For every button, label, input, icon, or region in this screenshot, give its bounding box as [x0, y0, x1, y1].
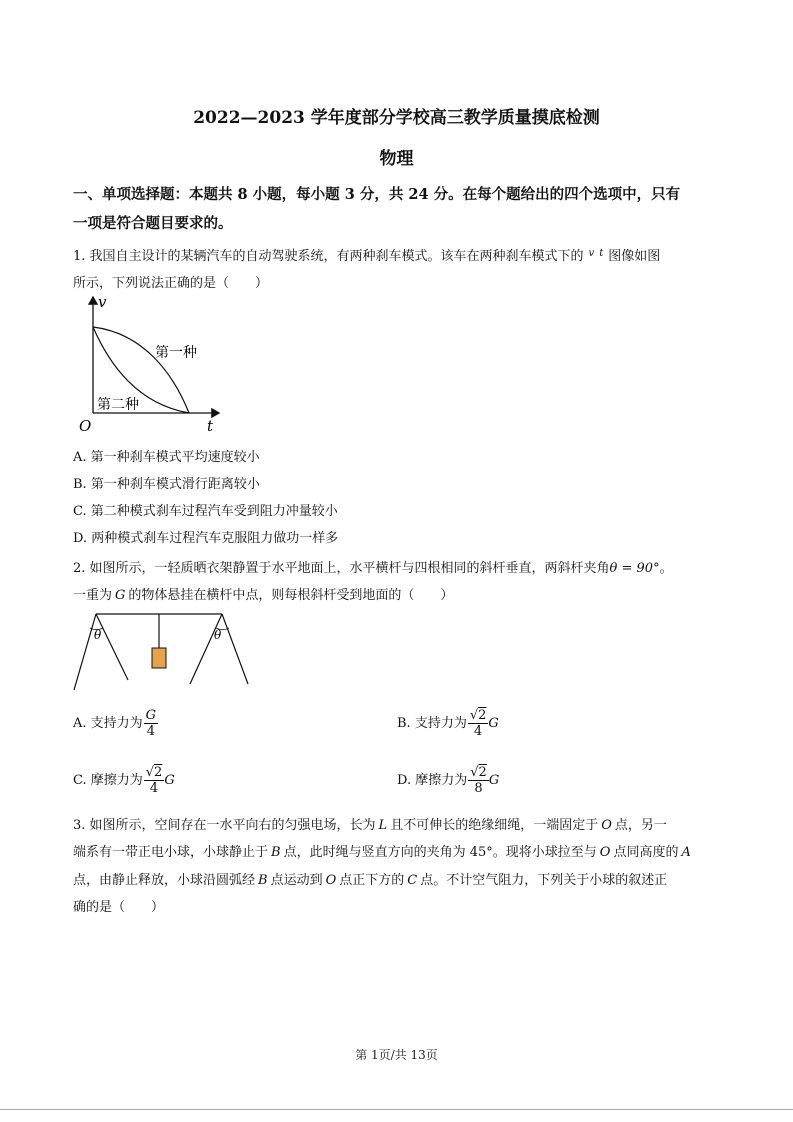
- q1-v-symbol: v: [588, 248, 595, 259]
- q1-t-symbol: t: [599, 248, 604, 259]
- q2-theta-right: θ: [214, 628, 222, 642]
- q1-curve1-label: 第一种: [155, 345, 197, 361]
- bottom-rule: [0, 1109, 793, 1110]
- q1-stem-line1: [73, 245, 660, 264]
- q1-axis-label-v: v: [98, 293, 107, 311]
- q1-stem-line2: 所示，下列说法正确的是（ ）: [73, 276, 269, 291]
- q2-opt-c-text: C. 摩擦力为: [73, 773, 143, 788]
- q1-vt-graph: [73, 293, 233, 435]
- q3-B-symbol: B: [271, 845, 281, 860]
- q3-B-symbol-2: B: [258, 873, 268, 888]
- q2-opt-c-fraction: $\frac{√2}{4}$: [145, 765, 163, 796]
- q2-option-b[interactable]: [397, 708, 499, 739]
- q2-option-d[interactable]: [397, 765, 499, 796]
- q1-text-b: 图像如图: [608, 249, 661, 264]
- q1-option-a[interactable]: A. 第一种刹车模式平均速度较小: [73, 450, 260, 465]
- q2-text-b: 。: [659, 561, 673, 576]
- q3-O-symbol-3: O: [325, 873, 337, 888]
- q3-A-symbol: A: [681, 845, 691, 860]
- q2-option-c[interactable]: [73, 765, 175, 796]
- exam-title: 2022—2023 学年度部分学校高三教学质量摸底检测: [193, 108, 600, 128]
- q1-axis-label-t: t: [207, 417, 214, 435]
- q3-O-symbol-2: O: [599, 845, 611, 860]
- q2-option-a[interactable]: [73, 708, 158, 739]
- q2-theta-equation: θ = 90°: [609, 561, 660, 576]
- q1-curve2-label: 第二种: [97, 397, 139, 413]
- q2-text-a: 2. 如图所示，一轻质晒衣架静置于水平地面上，水平横杆与四根相同的斜杆垂直，两斜杆夹角: [73, 561, 610, 576]
- q2-rack-diagram: [70, 606, 252, 696]
- q1-option-c[interactable]: C. 第二种模式刹车过程汽车受到阻力冲量较小: [73, 504, 338, 519]
- q1-origin-label: O: [79, 417, 92, 435]
- q3-stem-line3: 点，由静止释放，小球沿圆弧经 B 点运动到 O 点正下方的 C 点。不计空气阻力，下列关于小球的叙述正: [73, 873, 668, 888]
- q2-text-d: 的物体悬挂在横杆中点，则每根斜杆受到地面的（ ）: [128, 588, 454, 603]
- q2-stem-line1: [73, 557, 673, 576]
- q2-opt-b-G: G: [488, 716, 499, 731]
- section-heading-line1: 一、单项选择题：本题共 8 小题，每小题 3 分，共 24 分。在每个题给出的四个选项中，只有: [73, 186, 681, 203]
- q3-stem-line2: 端系有一带正电小球，小球静止于 B 点，此时绳与竖直方向的夹角为 45°。现将小球拉至与 O 点同高度的 A: [73, 845, 691, 860]
- q2-opt-d-G: G: [488, 773, 500, 788]
- q2-opt-c-G: G: [164, 773, 175, 788]
- q2-opt-a-fraction: $\frac{G}{4}$: [145, 708, 157, 739]
- q2-right-leg-2: [222, 614, 248, 684]
- q2-left-leg-1: [74, 614, 96, 690]
- q3-stem-line1: 3. 如图所示，空间存在一水平向右的匀强电场，长为 L 且不可伸长的绝缘细绳，一端固定于 O 点，另一: [73, 818, 667, 833]
- q1-option-d[interactable]: D. 两种模式刹车过程汽车克服阻力做功一样多: [73, 531, 339, 546]
- q1-option-b[interactable]: B. 第一种刹车模式滑行距离较小: [73, 477, 260, 492]
- subject-title: 物理: [379, 149, 414, 169]
- q3-O-symbol: O: [601, 818, 612, 833]
- q2-left-leg-2: [96, 614, 128, 680]
- q2-theta-left: θ: [94, 628, 102, 642]
- q3-stem-line4: 确的是（ ）: [73, 900, 165, 915]
- q2-G-symbol: G: [115, 588, 126, 603]
- q2-stem-line2: [73, 584, 453, 603]
- section-heading-line2: 一项是符合题目要求的。: [73, 215, 233, 232]
- q2-opt-a-text: A. 支持力为: [73, 716, 143, 731]
- q3-C-symbol: C: [407, 873, 418, 888]
- q2-opt-d-text: D. 摩擦力为: [397, 773, 468, 788]
- q2-text-c: 一重为: [73, 588, 113, 603]
- q2-opt-b-fraction: $\frac{√2}{4}$: [469, 708, 487, 739]
- q1-text-a: 1. 我国自主设计的某辆汽车的自动驾驶系统，有两种刹车模式。该车在两种刹车模式下的: [73, 249, 584, 264]
- q2-opt-d-fraction: $\frac{√2}{8}$: [470, 765, 487, 796]
- q2-hanging-object: [152, 648, 166, 668]
- q3-L-symbol: L: [378, 818, 388, 833]
- page-footer: 第 1页/共 13页: [355, 1048, 438, 1062]
- q2-opt-b-text: B. 支持力为: [397, 716, 467, 731]
- q2-right-leg-1: [190, 614, 222, 684]
